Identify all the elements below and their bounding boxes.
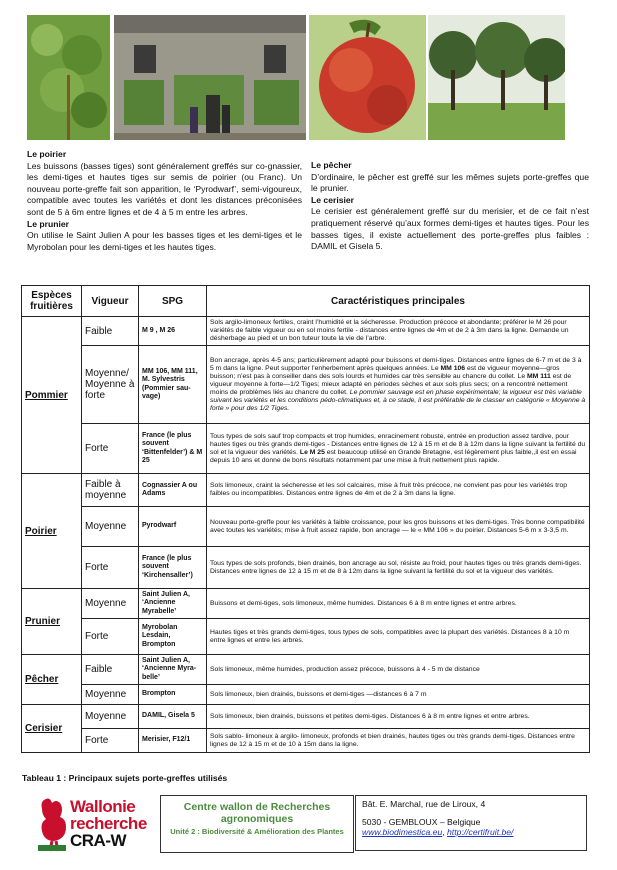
spg-cell: France (le plus souvent ‘Kirchensaller’) (139, 547, 207, 589)
wallonie-recherche-logo (36, 795, 161, 855)
address-links (362, 827, 586, 838)
vigueur-cell: Moyenne (82, 507, 139, 547)
spg-cell: M 9 , M 26 (139, 317, 207, 346)
characteristics-cell: Sols limoneux, même humides, production assez précoce, buissons à 4 - 5 m de distance (207, 655, 590, 685)
characteristics-cell (207, 346, 590, 424)
heading-pecher: Le pêcher (311, 160, 352, 170)
vigueur-cell: Moyenne (82, 705, 139, 729)
characteristics-cell: Nouveau porte-greffe pour les variétés à faible croissance, pour les gros buissons et les demi-tiges. Très bonne compatibilité avec toutes les variétés; mise à fruit assez rapide, bon ancrage — le « MM 106 » du poirier. Distances 5-6 m x 3-3,5 m. (207, 507, 590, 547)
text-run-bold: MM 111 (527, 372, 551, 380)
species-cerisier: Cerisier (22, 705, 82, 753)
header-vigueur: Vigueur (82, 286, 139, 317)
institution-name: Centre wallon de Recherches agronomiques (183, 801, 331, 825)
text-run-italic: Le pommier sauvage est en phase expérimentale; la vigueur est très variable suivant les variétés et les conditions pédo-climatiques et, à ce stade, il est préférable de le classer en catégorie « Moyenne à forte » pour des 1/2 Tiges. (210, 388, 586, 412)
spg-cell: Pyrodwarf (139, 507, 207, 547)
photo-pear-tree (27, 15, 110, 140)
address-street: Bât. E. Marchal, rue de Liroux, 4 (362, 799, 486, 809)
link-biodimestica[interactable]: www.biodimestica.eu (362, 827, 443, 837)
institution-box (160, 795, 354, 853)
photo-orchard (428, 15, 565, 140)
characteristics-cell: Sols argilo-limoneux fertiles, craint l’humidité et la sécheresse. Production précoce et abondante; préférer le M 26 pour variétés de faible vigueur ou en sol moins fertile - distances entre lignes de 4m et de 2 à 3m dans la ligne. Demande un désherbage au pied et un bon tuteur toute la vie de l’arbre. (207, 317, 590, 346)
table-row (22, 424, 590, 474)
address-city: 5030 - GEMBLOUX – Belgique (362, 816, 481, 827)
vigueur-cell: Moyenne/ Moyenne à forte (82, 346, 139, 424)
vigueur-cell: Forte (82, 547, 139, 589)
logo-text-recherche: recherche (70, 814, 147, 833)
header-especes: Espèces fruitières (22, 286, 82, 317)
text-pecher: D’ordinaire, le pêcher est greffé sur les mêmes sujets porte-greffes que le prunier. (311, 171, 589, 194)
heading-prunier: Le prunier (27, 218, 70, 229)
rooster-icon (36, 795, 70, 853)
spg-cell: DAMIL, Gisela 5 (139, 705, 207, 729)
spg-cell: France (le plus souvent ‘Bittenfelder’) & M 25 (139, 424, 207, 474)
species-pommier: Pommier (22, 317, 82, 474)
table-header-row (22, 286, 590, 317)
text-run: est beaucoup utilisé en Grande Bretagne, est légèrement plus faible,,il est en essai depuis 10 ans et donne de bons résultats notamment par une mise à fruit nettement plus rapide. (210, 448, 577, 464)
link-certifruit[interactable]: http://certifruit.be/ (447, 827, 514, 837)
header-caracteristiques: Caractéristiques principales (207, 286, 590, 317)
photo-espalier-house (114, 15, 306, 140)
text-run: est de vigueur moyenne à forte—1/2 Tiges; mieux adapté en périodes sèches et aux sols plus secs; on a rencontré nettement moins de problèmes liés au chancre du collet. (210, 372, 572, 396)
vigueur-cell: Forte (82, 729, 139, 753)
vigueur-cell: Faible à moyenne (82, 474, 139, 507)
table-row (22, 619, 590, 655)
characteristics-cell: Tous types de sols profonds, bien drainés, bon ancrage au sol, résiste au froid, pour hautes tiges ou très grands demi-tiges. Distances entre lignes de 12 à 15 m et de 8 à 12m dans la ligne suivant la fertilité du sol et la vigueur des variétés. (207, 547, 590, 589)
species-prunier: Prunier (22, 589, 82, 655)
text-run-bold: MM 106 (440, 364, 466, 372)
logo-text-wallonie: Wallonie (70, 797, 136, 816)
characteristics-cell: Sols sablo- limoneux à argilo- limoneux, profonds et bien drainés, hautes tiges ou très grands demi-tiges. Distances entre lignes de 12 à 15 m et de 10 à 15m dans la ligne. (207, 729, 590, 753)
table-caption: Tableau 1 : Principaux sujets porte-greffes utilisés (22, 773, 228, 783)
table-row (22, 346, 590, 424)
characteristics-cell: Sols limoneux, bien drainés, buissons et petites demi-tiges. Distances 6 à 8 m entre lignes et entre arbres. (207, 705, 590, 729)
characteristics-cell: Sols limoneux, craint la sécheresse et les sol calcaires, mise à fruit très précoce, ne convient pas pour les variétés trop faibles ou incompatibles. Distances entre lignes de 4m et de 2 à 3m dans la ligne. (207, 474, 590, 507)
text-prunier: On utilise le Saint Julien A pour les basses tiges et les demi-tiges et le Myrobolan pour les demi-tiges et les hautes tiges. (27, 230, 302, 252)
intro-column-left (27, 149, 302, 253)
heading-poirier: Le poirier (27, 149, 67, 159)
table-row (22, 655, 590, 685)
species-pecher: Pêcher (22, 655, 82, 705)
table-row (22, 474, 590, 507)
table-row (22, 547, 590, 589)
heading-cerisier: Le cerisier (311, 194, 354, 205)
characteristics-cell (207, 424, 590, 474)
species-poirier: Poirier (22, 474, 82, 589)
logo-text-craw: CRA-W (70, 831, 127, 850)
vigueur-cell: Faible (82, 655, 139, 685)
vigueur-cell: Forte (82, 424, 139, 474)
text-run: est de vigueur moyenne—gros buisson; n’est pas à conseiller dans des sols lourds et humides car très sensible au chancre du collet. Le (210, 364, 560, 380)
institution-unit: Unité 2 : Biodiversité & Amélioration des Plantes (170, 827, 344, 836)
characteristics-cell: Hautes tiges et très grands demi-tiges, tous types de sols, compatibles avec la plupart des variétés. Distances 8 à 10 m entre lignes et entre les arbres. (207, 619, 590, 655)
spg-cell: Saint Julien A, ‘Ancienne Myrabelle’ (139, 589, 207, 619)
link-separator: , (442, 827, 448, 837)
text-poirier: Les buissons (basses tiges) sont généralement greffés sur co-gnassier, les demi-tiges et hautes tiges sur semis de poirier (ou Franc). Un nouveau porte-greffe fait son apparition, le ‘Pyrodwarf’, semi-vigoureux, compatible avec toutes les variétés et dont les distances préconisées sont de 5 à 6m entre lignes et de 4 à 5 m entre les arbres. (27, 160, 302, 217)
characteristics-cell: Sols limoneux, bien drainés, buissons et demi-tiges —distances 6 à 7 m (207, 685, 590, 705)
characteristics-cell: Buissons et demi-tiges, sols limoneux, même humides. Distances 6 à 8 m entre lignes et entre arbres. (207, 589, 590, 619)
table-row (22, 507, 590, 547)
table-row (22, 705, 590, 729)
text-cerisier: Le cerisier est généralement greffé sur du merisier, et de ce fait n’est pratiquement réservé qu’aux formes demi-tiges et hautes tiges. Pour les basses tiges, il existe actuellement des porte-greffes plus faibles : DAMIL et Gisela 5. (311, 206, 589, 252)
table-row (22, 589, 590, 619)
spg-cell: Brompton (139, 685, 207, 705)
vigueur-cell: Forte (82, 619, 139, 655)
photo-apple (309, 15, 426, 140)
header-spg: SPG (139, 286, 207, 317)
vigueur-cell: Moyenne (82, 589, 139, 619)
intro-column-right (311, 160, 589, 253)
spg-cell: MM 106, MM 111, M. Sylvestris (Pommier sau-vage) (139, 346, 207, 424)
text-run-bold: Le M 25 (299, 448, 325, 456)
vigueur-cell: Faible (82, 317, 139, 346)
table-row (22, 685, 590, 705)
photo-strip (27, 15, 565, 140)
text-run: Bon ancrage, après 4-5 ans; particulièrement adapté pour buissons et demi-tiges. Distances entre lignes de 6-7 m et de 3 à 5 m dans la ligne. Peut supporter l’enherbement après quelques années. Le (210, 356, 582, 372)
rootstock-table (21, 285, 590, 753)
spg-cell: Myrobolan Lesdain, Brompton (139, 619, 207, 655)
address-box (355, 795, 587, 851)
table-row (22, 317, 590, 346)
spg-cell: Merisier, F12/1 (139, 729, 207, 753)
vigueur-cell: Moyenne (82, 685, 139, 705)
spg-cell: Saint Julien A, ‘Ancienne Myra-belle’ (139, 655, 207, 685)
text-run: Tous types de sols sauf trop compacts et trop humides, enracinement robuste, entrée en production assez tardive, pour hautes tiges ou très grands demi-tiges - Distances entre lignes de 12 à 15 m et de 8 à 12m dans la ligne suivant la fertilité du sol et la vigueur des variétés. (210, 432, 586, 456)
spg-cell: Cognassier A ou Adams (139, 474, 207, 507)
table-row (22, 729, 590, 753)
